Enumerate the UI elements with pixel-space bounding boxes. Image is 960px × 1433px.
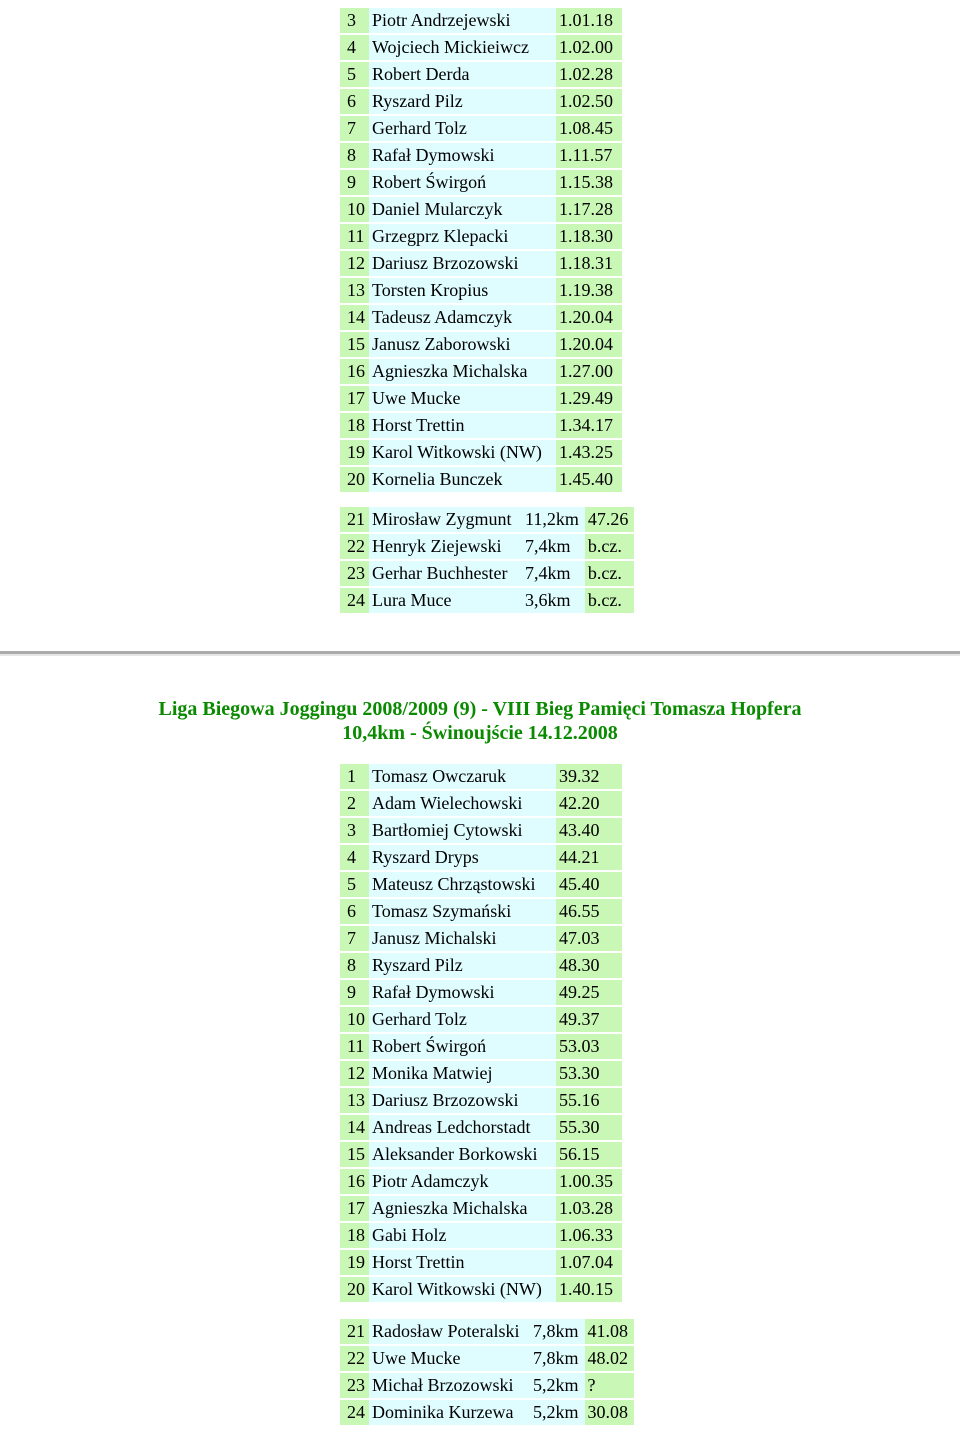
time-cell: 1.15.38 xyxy=(556,170,622,197)
time-cell: 42.20 xyxy=(556,791,622,818)
time-cell: 1.00.35 xyxy=(556,1169,622,1196)
place-cell: 8 xyxy=(340,143,369,170)
place-cell: 19 xyxy=(340,440,369,467)
time-cell: 1.40.15 xyxy=(556,1277,622,1304)
table-row xyxy=(340,1196,622,1223)
table-row xyxy=(340,1346,634,1373)
horizontal-rule xyxy=(0,651,960,656)
place-cell: 1 xyxy=(340,764,369,791)
table-row xyxy=(340,440,622,467)
race-title: Liga Biegowa Joggingu 2008/2009 (9) - VIII Bieg Pamięci Tomasza Hopfera xyxy=(158,698,802,720)
time-cell: 1.20.04 xyxy=(556,305,622,332)
place-cell: 12 xyxy=(340,251,369,278)
table-row xyxy=(340,413,622,440)
runner-name-cell: Janusz Zaborowski xyxy=(369,332,556,359)
time-cell: 1.02.28 xyxy=(556,62,622,89)
time-cell: 1.27.00 xyxy=(556,359,622,386)
time-cell: 49.37 xyxy=(556,1007,622,1034)
runner-name-cell: Rafał Dymowski xyxy=(369,980,556,1007)
place-cell: 23 xyxy=(340,561,369,588)
table-row xyxy=(340,1319,634,1346)
results-table-previous-short-course xyxy=(340,507,634,615)
time-cell: 49.25 xyxy=(556,980,622,1007)
time-cell: 30.08 xyxy=(585,1400,635,1427)
runner-name-cell: Agnieszka Michalska xyxy=(369,1196,556,1223)
place-cell: 24 xyxy=(340,1400,369,1427)
runner-name-cell: Piotr Andrzejewski xyxy=(369,8,556,35)
runner-name-cell: Radosław Poteralski xyxy=(369,1319,530,1346)
time-cell: 1.43.25 xyxy=(556,440,622,467)
table-row xyxy=(340,845,622,872)
table-row xyxy=(340,1250,622,1277)
time-cell: 1.06.33 xyxy=(556,1223,622,1250)
time-cell: 43.40 xyxy=(556,818,622,845)
time-cell: 1.45.40 xyxy=(556,467,622,494)
time-cell: 47.03 xyxy=(556,926,622,953)
distance-cell: 7,4km xyxy=(522,561,585,588)
results-body xyxy=(340,1319,634,1427)
results-body xyxy=(340,764,622,1304)
runner-name-cell: Dominika Kurzewa xyxy=(369,1400,530,1427)
runner-name-cell: Mirosław Zygmunt xyxy=(369,507,522,534)
table-row xyxy=(340,1007,622,1034)
runner-name-cell: Piotr Adamczyk xyxy=(369,1169,556,1196)
time-cell: 48.02 xyxy=(585,1346,635,1373)
time-cell: 1.01.18 xyxy=(556,8,622,35)
table-row xyxy=(340,1400,634,1427)
time-cell: 45.40 xyxy=(556,872,622,899)
place-cell: 12 xyxy=(340,1061,369,1088)
runner-name-cell: Daniel Mularczyk xyxy=(369,197,556,224)
table-row xyxy=(340,926,622,953)
table-row xyxy=(340,899,622,926)
table-row xyxy=(340,1034,622,1061)
place-cell: 4 xyxy=(340,845,369,872)
runner-name-cell: Torsten Kropius xyxy=(369,278,556,305)
table-row xyxy=(340,1373,634,1400)
distance-cell: 5,2km xyxy=(530,1400,585,1427)
runner-name-cell: Andreas Ledchorstadt xyxy=(369,1115,556,1142)
place-cell: 10 xyxy=(340,1007,369,1034)
runner-name-cell: Gerhar Buchhester xyxy=(369,561,522,588)
table-row xyxy=(340,305,622,332)
place-cell: 17 xyxy=(340,1196,369,1223)
place-cell: 16 xyxy=(340,359,369,386)
runner-name-cell: Agnieszka Michalska xyxy=(369,359,556,386)
table-row xyxy=(340,1223,622,1250)
place-cell: 2 xyxy=(340,791,369,818)
place-cell: 13 xyxy=(340,1088,369,1115)
table-row xyxy=(340,62,622,89)
runner-name-cell: Adam Wielechowski xyxy=(369,791,556,818)
runner-name-cell: Karol Witkowski (NW) xyxy=(369,440,556,467)
distance-cell: 7,8km xyxy=(530,1319,585,1346)
time-cell: 1.17.28 xyxy=(556,197,622,224)
runner-name-cell: Robert Świrgoń xyxy=(369,1034,556,1061)
results-table-previous-race xyxy=(340,8,622,494)
race-heading xyxy=(0,697,960,745)
place-cell: 5 xyxy=(340,62,369,89)
table-row xyxy=(340,980,622,1007)
table-row xyxy=(340,534,634,561)
runner-name-cell: Michał Brzozowski xyxy=(369,1373,530,1400)
runner-name-cell: Dariusz Brzozowski xyxy=(369,251,556,278)
runner-name-cell: Horst Trettin xyxy=(369,413,556,440)
table-row xyxy=(340,386,622,413)
distance-cell: 7,8km xyxy=(530,1346,585,1373)
place-cell: 7 xyxy=(340,116,369,143)
runner-name-cell: Horst Trettin xyxy=(369,1250,556,1277)
table-row xyxy=(340,170,622,197)
table-row xyxy=(340,872,622,899)
place-cell: 18 xyxy=(340,413,369,440)
time-cell: 1.18.31 xyxy=(556,251,622,278)
time-cell: b.cz. xyxy=(585,534,635,561)
table-row xyxy=(340,1088,622,1115)
place-cell: 5 xyxy=(340,872,369,899)
distance-cell: 7,4km xyxy=(522,534,585,561)
place-cell: 4 xyxy=(340,35,369,62)
table-row xyxy=(340,764,622,791)
time-cell: 55.30 xyxy=(556,1115,622,1142)
place-cell: 10 xyxy=(340,197,369,224)
time-cell: 41.08 xyxy=(585,1319,635,1346)
time-cell: 53.03 xyxy=(556,1034,622,1061)
place-cell: 21 xyxy=(340,507,369,534)
time-cell: 44.21 xyxy=(556,845,622,872)
place-cell: 7 xyxy=(340,926,369,953)
table-row xyxy=(340,278,622,305)
table-row xyxy=(340,116,622,143)
time-cell: b.cz. xyxy=(585,588,635,615)
table-row xyxy=(340,507,634,534)
runner-name-cell: Henryk Ziejewski xyxy=(369,534,522,561)
runner-name-cell: Bartłomiej Cytowski xyxy=(369,818,556,845)
place-cell: 15 xyxy=(340,332,369,359)
time-cell: 1.19.38 xyxy=(556,278,622,305)
place-cell: 8 xyxy=(340,953,369,980)
place-cell: 19 xyxy=(340,1250,369,1277)
runner-name-cell: Aleksander Borkowski xyxy=(369,1142,556,1169)
distance-cell: 5,2km xyxy=(530,1373,585,1400)
place-cell: 23 xyxy=(340,1373,369,1400)
place-cell: 14 xyxy=(340,305,369,332)
place-cell: 14 xyxy=(340,1115,369,1142)
place-cell: 22 xyxy=(340,1346,369,1373)
runner-name-cell: Grzegprz Klepacki xyxy=(369,224,556,251)
time-cell: 55.16 xyxy=(556,1088,622,1115)
runner-name-cell: Lura Muce xyxy=(369,588,522,615)
table-row xyxy=(340,359,622,386)
time-cell: 1.18.30 xyxy=(556,224,622,251)
place-cell: 18 xyxy=(340,1223,369,1250)
runner-name-cell: Janusz Michalski xyxy=(369,926,556,953)
time-cell: 48.30 xyxy=(556,953,622,980)
place-cell: 13 xyxy=(340,278,369,305)
runner-name-cell: Robert Świrgoń xyxy=(369,170,556,197)
runner-name-cell: Wojciech Mickieiwcz xyxy=(369,35,556,62)
table-row xyxy=(340,35,622,62)
time-cell: 1.02.00 xyxy=(556,35,622,62)
place-cell: 9 xyxy=(340,980,369,1007)
place-cell: 6 xyxy=(340,89,369,116)
place-cell: 16 xyxy=(340,1169,369,1196)
runner-name-cell: Karol Witkowski (NW) xyxy=(369,1277,556,1304)
time-cell: 1.29.49 xyxy=(556,386,622,413)
place-cell: 24 xyxy=(340,588,369,615)
table-row xyxy=(340,197,622,224)
table-row xyxy=(340,8,622,35)
place-cell: 20 xyxy=(340,467,369,494)
table-row xyxy=(340,467,622,494)
runner-name-cell: Gabi Holz xyxy=(369,1223,556,1250)
table-row xyxy=(340,1277,622,1304)
time-cell: b.cz. xyxy=(585,561,635,588)
time-cell: 56.15 xyxy=(556,1142,622,1169)
table-row xyxy=(340,561,634,588)
runner-name-cell: Uwe Mucke xyxy=(369,386,556,413)
place-cell: 22 xyxy=(340,534,369,561)
table-row xyxy=(340,89,622,116)
table-row xyxy=(340,953,622,980)
time-cell: 47.26 xyxy=(585,507,635,534)
race-subtitle: 10,4km - Świnoujście 14.12.2008 xyxy=(342,722,618,744)
time-cell: 1.08.45 xyxy=(556,116,622,143)
time-cell: 1.11.57 xyxy=(556,143,622,170)
runner-name-cell: Rafał Dymowski xyxy=(369,143,556,170)
table-row xyxy=(340,143,622,170)
time-cell: 1.20.04 xyxy=(556,332,622,359)
time-cell: 46.55 xyxy=(556,899,622,926)
runner-name-cell: Dariusz Brzozowski xyxy=(369,1088,556,1115)
distance-cell: 3,6km xyxy=(522,588,585,615)
time-cell: 1.02.50 xyxy=(556,89,622,116)
results-table-race-9 xyxy=(340,764,622,1304)
runner-name-cell: Tomasz Owczaruk xyxy=(369,764,556,791)
runner-name-cell: Gerhard Tolz xyxy=(369,116,556,143)
time-cell: 53.30 xyxy=(556,1061,622,1088)
table-row xyxy=(340,251,622,278)
table-row xyxy=(340,1169,622,1196)
place-cell: 15 xyxy=(340,1142,369,1169)
place-cell: 9 xyxy=(340,170,369,197)
time-cell: 1.34.17 xyxy=(556,413,622,440)
place-cell: 11 xyxy=(340,1034,369,1061)
runner-name-cell: Kornelia Bunczek xyxy=(369,467,556,494)
results-body xyxy=(340,507,634,615)
place-cell: 21 xyxy=(340,1319,369,1346)
runner-name-cell: Ryszard Pilz xyxy=(369,953,556,980)
table-row xyxy=(340,588,634,615)
table-row xyxy=(340,1061,622,1088)
runner-name-cell: Ryszard Dryps xyxy=(369,845,556,872)
runner-name-cell: Tadeusz Adamczyk xyxy=(369,305,556,332)
runner-name-cell: Tomasz Szymański xyxy=(369,899,556,926)
runner-name-cell: Robert Derda xyxy=(369,62,556,89)
place-cell: 11 xyxy=(340,224,369,251)
time-cell: 1.07.04 xyxy=(556,1250,622,1277)
time-cell: 39.32 xyxy=(556,764,622,791)
place-cell: 17 xyxy=(340,386,369,413)
time-cell: ? xyxy=(585,1373,635,1400)
runner-name-cell: Mateusz Chrząstowski xyxy=(369,872,556,899)
place-cell: 20 xyxy=(340,1277,369,1304)
runner-name-cell: Uwe Mucke xyxy=(369,1346,530,1373)
table-row xyxy=(340,332,622,359)
table-row xyxy=(340,791,622,818)
results-body xyxy=(340,8,622,494)
table-row xyxy=(340,224,622,251)
place-cell: 3 xyxy=(340,818,369,845)
table-row xyxy=(340,818,622,845)
runner-name-cell: Monika Matwiej xyxy=(369,1061,556,1088)
table-row xyxy=(340,1142,622,1169)
table-row xyxy=(340,1115,622,1142)
results-table-race-9-short-course xyxy=(340,1319,634,1427)
distance-cell: 11,2km xyxy=(522,507,585,534)
place-cell: 6 xyxy=(340,899,369,926)
runner-name-cell: Ryszard Pilz xyxy=(369,89,556,116)
place-cell: 3 xyxy=(340,8,369,35)
time-cell: 1.03.28 xyxy=(556,1196,622,1223)
runner-name-cell: Gerhard Tolz xyxy=(369,1007,556,1034)
